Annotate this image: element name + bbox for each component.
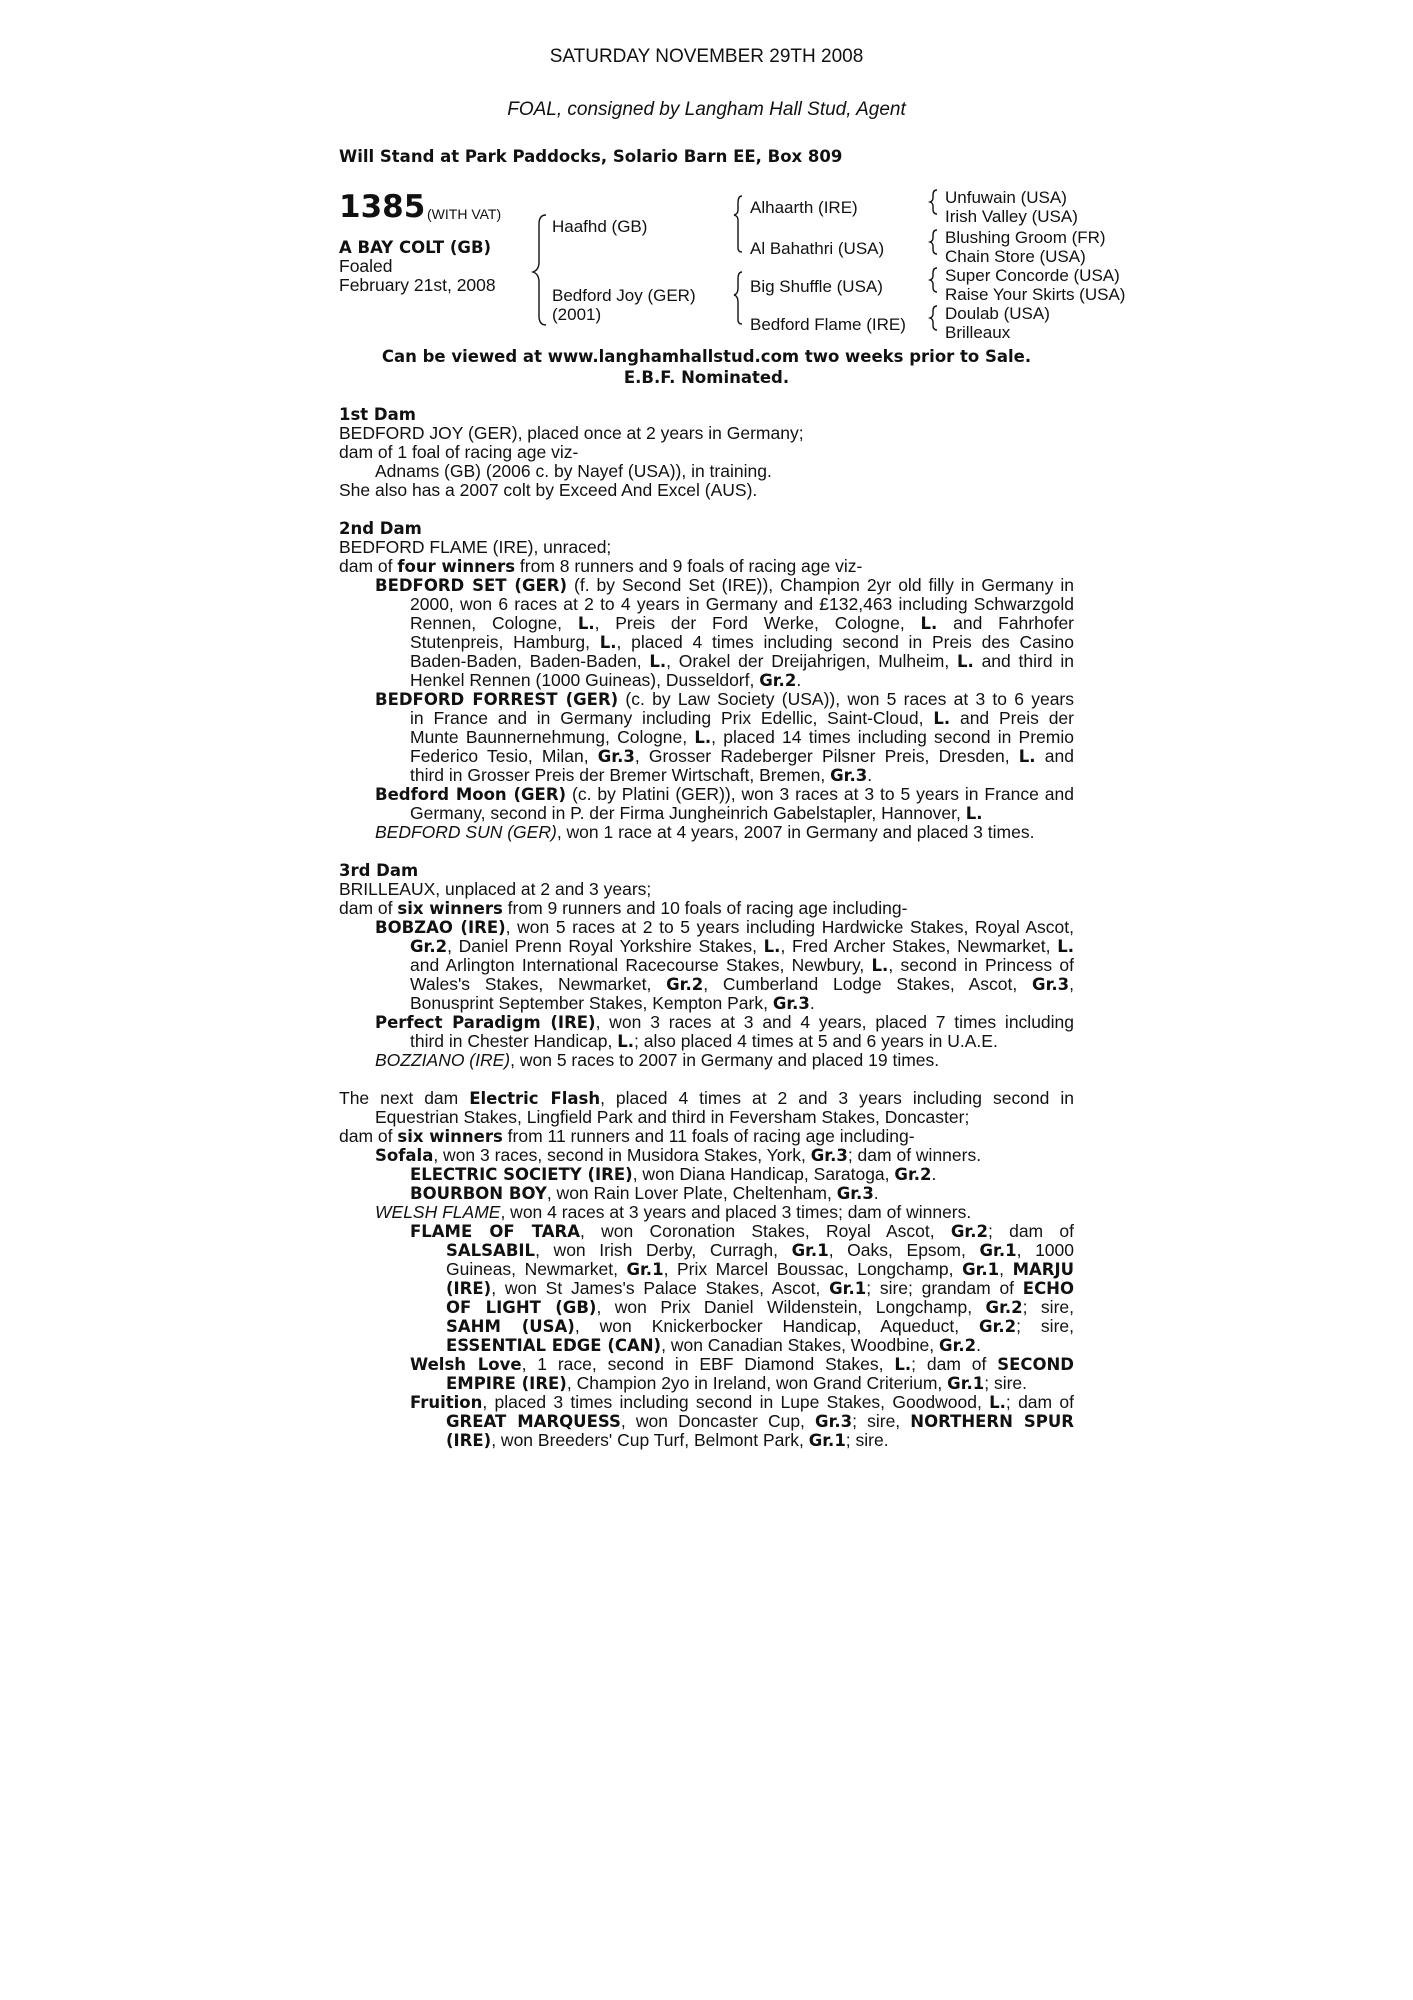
sale-date: SATURDAY NOVEMBER 29TH 2008 [549,46,864,67]
bozziano-entry: BOZZIANO (IRE), won 5 races to 2007 in Germany and placed 19 times. [375,1050,940,1070]
first-dam-heading: 1st Dam [339,405,416,424]
bedford-set-entry: BEDFORD SET (GER) (f. by Second Set (IRE)), Champion 2yr old filly in Germany in [375,575,1074,595]
bedford-sun-entry: BEDFORD SUN (GER), won 1 race at 4 years, 2007 in Germany and placed 3 times. [375,822,1035,842]
bedford-moon-entry: Bedford Moon (GER) (c. by Platini (GER)), won 3 races at 3 to 5 years in France and [375,784,1074,804]
next-dam-line: Equestrian Stakes, Lingfield Park and third in Feversham Stakes, Doncaster; [375,1107,970,1127]
bedford-forrest-entry: third in Grosser Preis der Bremer Wirtschaft, Bremen, Gr.3. [410,765,873,785]
vat-note: (WITH VAT) [427,206,502,222]
third-dam-line: BRILLEAUX, unplaced at 2 and 3 years; [339,879,652,899]
pedigree-g6: Raise Your Skirts (USA) [945,285,1126,304]
brace-g2 [930,230,937,254]
brace-g1 [930,190,937,214]
bedford-forrest-entry: in France and in Germany including Prix Edellic, Saint-Cloud, L. and Preis der [410,708,1074,728]
consignor-line: FOAL, consigned by Langham Hall Stud, Agent [507,99,906,120]
sofala-entry: Sofala, won 3 races, second in Musidora Stakes, York, Gr.3; dam of winners. [375,1145,982,1165]
bobzao-entry: Wales's Stakes, Newmarket, Gr.2, Cumberland Lodge Stakes, Ascot, Gr.3, [410,974,1074,994]
bobzao-entry: BOBZAO (IRE), won 5 races at 2 to 5 years including Hardwicke Stakes, Royal Ascot, [375,917,1074,937]
pedigree-dam: Bedford Joy (GER) [552,286,696,305]
first-dam-line: dam of 1 foal of racing age viz- [339,442,579,462]
pedigree-dam-year: (2001) [552,305,602,324]
viewing-note: Can be viewed at www.langhamhallstud.com two weeks prior to Sale. [381,347,1032,366]
perfect-paradigm-entry: Perfect Paradigm (IRE), won 3 races at 3 and 4 years, placed 7 times including [375,1012,1075,1032]
pedigree-g3: Blushing Groom (FR) [945,228,1106,247]
pedigree-braces [0,0,1413,360]
fruition-entry: Fruition, placed 3 times including second in Lupe Stakes, Goodwood, L.; dam of [410,1392,1074,1412]
second-dam-line: dam of four winners from 8 runners and 9 foals of racing age viz- [339,556,863,576]
third-dam-line: dam of six winners from 9 runners and 10 foals of racing age including- [339,898,908,918]
first-dam-line: Adnams (GB) (2006 c. by Nayef (USA)), in training. [375,461,772,481]
first-dam-line: She also has a 2007 colt by Exceed And Excel (AUS). [339,480,758,500]
perfect-paradigm-entry: third in Chester Handicap, L.; also placed 4 times at 5 and 6 years in U.A.E. [410,1031,998,1051]
welsh-love-entry: EMPIRE (IRE), Champion 2yo in Ireland, won Grand Criterium, Gr.1; sire. [446,1373,1028,1393]
bobzao-entry: and Arlington International Racecourse Stakes, Newbury, L., second in Princess of [410,955,1074,975]
brace-g4 [930,306,937,330]
bedford-set-entry: Henkel Rennen (1000 Guineas), Dusseldorf, Gr.2. [410,670,802,690]
pedigree-dam-sire: Big Shuffle (USA) [750,277,883,296]
flame-of-tara-entry: SAHM (USA), won Knickerbocker Handicap, Aqueduct, Gr.2; sire, [446,1316,1074,1336]
third-dam-heading: 3rd Dam [339,861,419,880]
pedigree-g1: Unfuwain (USA) [945,188,1067,207]
brace-dam [734,272,742,324]
bedford-set-entry: Rennen, Cologne, L., Preis der Ford Werke, Cologne, L. and Fahrhofer [410,613,1074,633]
foaled-date: February 21st, 2008 [339,275,496,295]
bourbon-boy-entry: BOURBON BOY, won Rain Lover Plate, Cheltenham, Gr.3. [410,1183,879,1203]
flame-of-tara-entry: FLAME OF TARA, won Coronation Stakes, Royal Ascot, Gr.2; dam of [410,1221,1074,1241]
bedford-forrest-entry: Federico Tesio, Milan, Gr.3, Grosser Radeberger Pilsner Preis, Dresden, L. and [410,746,1074,766]
fruition-entry: GREAT MARQUESS, won Doncaster Cup, Gr.3; sire, NORTHERN SPUR [446,1411,1075,1431]
brace-g3 [930,268,937,292]
flame-of-tara-entry: ESSENTIAL EDGE (CAN), won Canadian Stakes, Woodbine, Gr.2. [446,1335,981,1355]
pedigree-g4: Chain Store (USA) [945,247,1086,266]
pedigree-g5: Super Concorde (USA) [945,266,1120,285]
ebf-note: E.B.F. Nominated. [623,368,790,387]
bedford-set-entry: Stutenpreis, Hamburg, L., placed 4 times including second in Preis des Casino [410,632,1075,652]
flame-of-tara-entry: OF LIGHT (GB), won Prix Daniel Wildenstein, Longchamp, Gr.2; sire, [446,1297,1074,1317]
pedigree-sire: Haafhd (GB) [552,217,648,236]
fruition-entry: (IRE), won Breeders' Cup Turf, Belmont Park, Gr.1; sire. [446,1430,889,1450]
bedford-set-entry: 2000, won 6 races at 2 to 4 years in Germany and £132,463 including Schwarzgold [410,594,1074,614]
pedigree-g7: Doulab (USA) [945,304,1050,323]
bedford-moon-entry: Germany, second in P. der Firma Jungheinrich Gabelstapler, Hannover, L. [410,803,983,823]
foaled-label: Foaled [339,256,393,276]
brace-sire [734,196,742,252]
next-dam-line: dam of six winners from 11 runners and 11 foals of racing age including- [339,1126,915,1146]
pedigree-g8: Brilleaux [945,323,1011,342]
next-dam-line: The next dam Electric Flash, placed 4 times at 2 and 3 years including second in [339,1088,1074,1108]
stand-location: Will Stand at Park Paddocks, Solario Barn EE, Box 809 [339,147,843,166]
bedford-forrest-entry: BEDFORD FORREST (GER) (c. by Law Society (USA)), won 5 races at 3 to 6 years [375,689,1075,709]
bedford-forrest-entry: Munte Baunnernehmung, Cologne, L., placed 14 times including second in Premio [410,727,1074,747]
flame-of-tara-entry: Guineas, Newmarket, Gr.1, Prix Marcel Boussac, Longchamp, Gr.1, MARJU [446,1259,1074,1279]
second-dam-line: BEDFORD FLAME (IRE), unraced; [339,537,612,557]
flame-of-tara-entry: SALSABIL, won Irish Derby, Curragh, Gr.1, Oaks, Epsom, Gr.1, 1000 [446,1240,1075,1260]
welsh-flame-entry: WELSH FLAME, won 4 races at 3 years and placed 3 times; dam of winners. [375,1202,972,1222]
pedigree-g2: Irish Valley (USA) [945,207,1078,226]
pedigree-dam-dam: Bedford Flame (IRE) [750,315,906,334]
flame-of-tara-entry: (IRE), won St James's Palace Stakes, Ascot, Gr.1; sire; grandam of ECHO [446,1278,1075,1298]
electric-society-entry: ELECTRIC SOCIETY (IRE), won Diana Handicap, Saratoga, Gr.2. [410,1164,937,1184]
brace-sire-dam [533,215,546,325]
bedford-set-entry: Baden-Baden, Baden-Baden, L., Orakel der Dreijahrigen, Mulheim, L. and third in [410,651,1074,671]
pedigree-sire-dam: Al Bahathri (USA) [750,239,885,258]
lot-name: A BAY COLT (GB) [339,238,492,257]
second-dam-heading: 2nd Dam [339,519,422,538]
bobzao-entry: Gr.2, Daniel Prenn Royal Yorkshire Stakes, L., Fred Archer Stakes, Newmarket, L. [410,936,1074,956]
welsh-love-entry: Welsh Love, 1 race, second in EBF Diamond Stakes, L.; dam of SECOND [410,1354,1074,1374]
pedigree-sire-sire: Alhaarth (IRE) [750,198,858,217]
first-dam-line: BEDFORD JOY (GER), placed once at 2 years in Germany; [339,423,804,443]
bobzao-entry: Bonusprint September Stakes, Kempton Park, Gr.3. [410,993,815,1013]
lot-number: 1385 [339,189,426,225]
